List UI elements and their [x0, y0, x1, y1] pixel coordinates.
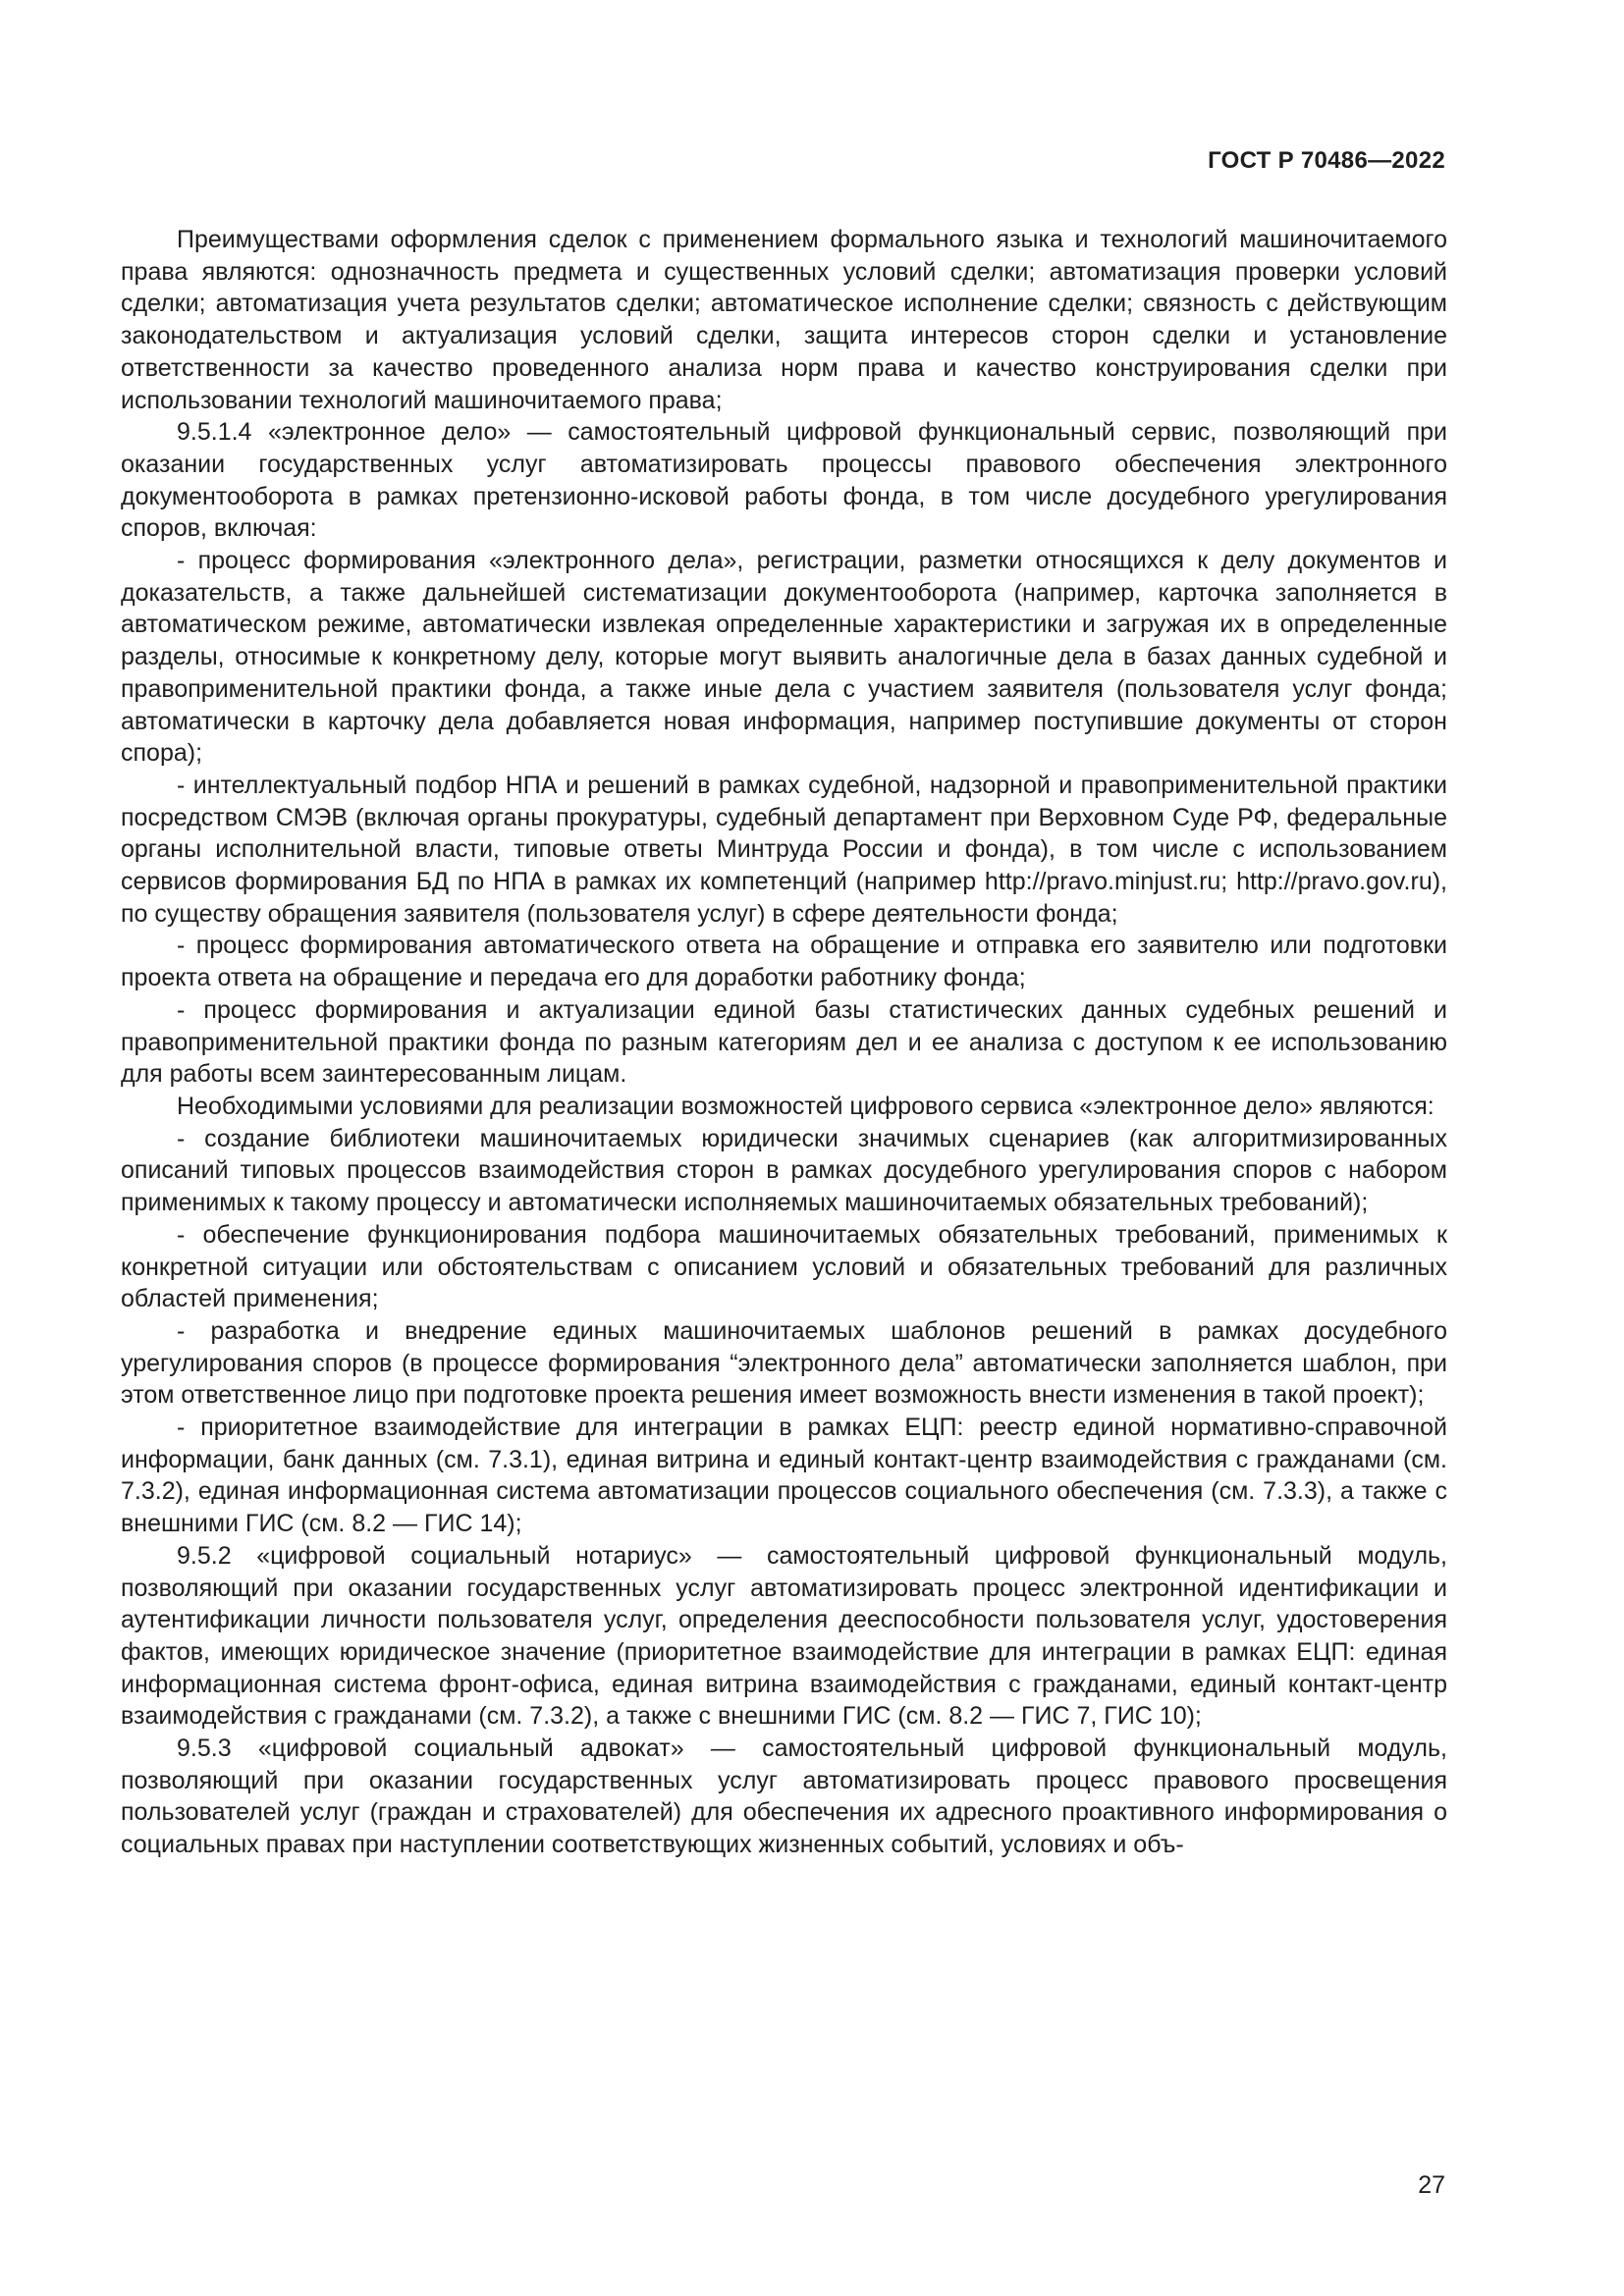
list-item: - создание библиотеки машиночитаемых юридически значимых сценариев (как алгоритмизированных описаний типовых процессов взаимодействия сторон в рамках досудебного урегулирования споров с набором применимых к такому процессу и автоматически исполняемых машиночитаемых обязательных требований); [121, 1124, 1447, 1217]
paragraph-9-5-1-4: 9.5.1.4 «электронное дело» — самостоятельный цифровой функциональный сервис, позволяющий при оказании государственных услуг автоматизировать процессы правового обеспечения электронного документооборота в рамках претензионно-исковой работы фонда, в том числе досудебного урегулирования споров, включая: [121, 418, 1447, 543]
list-item: - процесс формирования и актуализации единой базы статистических данных судебных решений и правоприменительной практики фонда по разным категориям дел и ее анализа с доступом к ее использованию для работы всем заинтересованным лицам. [121, 995, 1447, 1089]
list-item: - процесс формирования «электронного дела», регистрации, разметки относящихся к делу документов и доказательств, а также дальнейшей систематизации документооборота (например, карточка заполняется в автоматическом режиме, автоматически извлекая определенные характеристики и загружая их в определенные разделы, относимые к конкретному делу, которые могут выявить аналогичные дела в базах данных судебной и правоприменительной практики фонда, а также иные дела с участием заявителя (пользователя услуг фонда; автоматически в карточку дела добавляется новая информация, например поступившие документы от сторон спора); [121, 547, 1447, 768]
list-item: - обеспечение функционирования подбора машиночитаемых обязательных требований, применимых к конкретной ситуации или обстоятельствам с описанием условий и обязательных требований для различных областей применения; [121, 1220, 1447, 1313]
list-item: - процесс формирования автоматического ответа на обращение и отправка его заявителю или подготовки проекта ответа на обращение и передача его для доработки работнику фонда; [121, 932, 1447, 992]
list-item: - разработка и внедрение единых машиночитаемых шаблонов решений в рамках досудебного урегулирования споров (в процессе формирования “электронного дела” автоматически заполняется шаблон, при этом ответственное лицо при подготовке проекта решения имеет возможность внести изменения в такой проект); [121, 1316, 1447, 1410]
document-body [121, 224, 1447, 1861]
paragraph-advantages: Преимуществами оформления сделок с применением формального языка и технологий машиночитаемого права являются: однозначность предмета и существенных условий сделки; автоматизация проверки условий сделки; автоматизация учета результатов сделки; автоматическое исполнение сделки; связность с действующим законодательством и актуализация условий сделки, защита интересов сторон сделки и установление ответственности за качество проведенного анализа норм права и качество конструирования сделки при использовании технологий машиночитаемого права; [121, 226, 1447, 414]
paragraph-9-5-2: 9.5.2 «цифровой социальный нотариус» — самостоятельный цифровой функциональный модуль, позволяющий при оказании государственных услуг автоматизировать процесс электронной идентификации и аутентификации личности пользователя услуг, определения дееспособности пользователя услуг, удостоверения фактов, имеющих юридическое значение (приоритетное взаимодействие для интеграции в рамках ЕЦП: единая информационная система фронт-офиса, единая витрина взаимодействия с гражданами, единый контакт-центр взаимодействия с гражданами (см. 7.3.2), а также с внешними ГИС (см. 8.2 — ГИС 7, ГИС 10); [121, 1541, 1447, 1731]
paragraph-9-5-3: 9.5.3 «цифровой социальный адвокат» — самостоятельный цифровой функциональный модуль, позволяющий при оказании государственных услуг автоматизировать процесс правового просвещения пользователей услуг (граждан и страхователей) для обеспечения их адресного проактивного информирования о социальных правах при наступлении соответствующих жизненных событий, условиях и объ- [121, 1735, 1447, 1859]
paragraph-conditions: Необходимыми условиями для реализации возможностей цифрового сервиса «электронное дело» являются: [177, 1092, 1435, 1120]
page-number: 27 [1418, 2171, 1445, 2199]
list-item: - приоритетное взаимодействие для интеграции в рамках ЕЦП: реестр единой нормативно-справочной информации, банк данных (см. 7.3.1), единая витрина и единый контакт-центр взаимодействия с гражданами (см. 7.3.2), единая информационная система автоматизации процессов социального обеспечения (см. 7.3.3), а также с внешними ГИС (см. 8.2 — ГИС 14); [121, 1414, 1447, 1538]
document-header: ГОСТ Р 70486—2022 [1208, 147, 1445, 174]
list-item: - интеллектуальный подбор НПА и решений в рамках судебной, надзорной и правоприменительной практики посредством СМЭВ (включая органы прокуратуры, судебный департамент при Верховном Суде РФ, федеральные органы исполнительной власти, типовые ответы Минтруда России и фонда), в том числе с использованием сервисов формирования БД по НПА в рамках их компетенций (например http://pravo.minjust.ru; http://pravo.gov.ru), по существу обращения заявителя (пользователя услуг) в сфере деятельности фонда; [121, 771, 1447, 928]
